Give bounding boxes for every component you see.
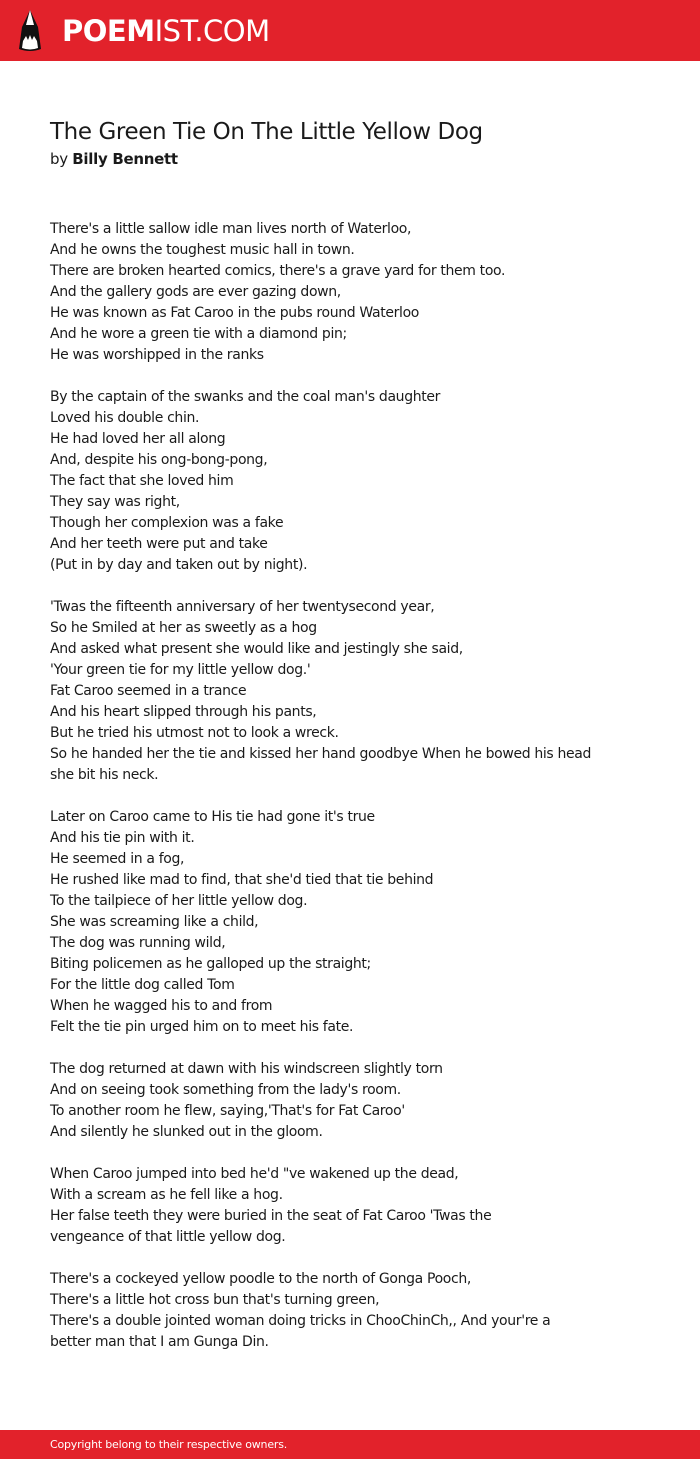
poem-line: Felt the tie pin urged him on to meet his fate. xyxy=(50,1019,354,1035)
poem-line: He seemed in a fog, xyxy=(50,851,185,867)
poem-line: He rushed like mad to find, that she'd tied that tie behind xyxy=(50,872,434,888)
poem-line: They say was right, xyxy=(50,494,180,510)
stanza xyxy=(50,1269,660,1353)
byline xyxy=(50,149,178,169)
poem-line: When he wagged his to and from xyxy=(50,998,273,1014)
poem-line: And asked what present she would like and jestingly she said, xyxy=(50,641,463,657)
stanza xyxy=(50,387,660,576)
by-label: by xyxy=(50,150,68,168)
stanza xyxy=(50,219,660,366)
poem-line: There's a little hot cross bun that's turning green, xyxy=(50,1292,380,1308)
site-logo[interactable] xyxy=(62,13,270,49)
poem-line: She was screaming like a child, xyxy=(50,914,259,930)
logo-brand-bold: POEM xyxy=(62,14,155,48)
site-header xyxy=(0,0,700,61)
poem-line: To the tailpiece of her little yellow dog. xyxy=(50,893,308,909)
poem-line: And his heart slipped through his pants, xyxy=(50,704,317,720)
poem-line: The dog was running wild, xyxy=(50,935,226,951)
poem-line: better man that I am Gunga Din. xyxy=(50,1334,269,1350)
poem-line: 'Twas the fifteenth anniversary of her twentysecond year, xyxy=(50,599,435,615)
poem-line: He had loved her all along xyxy=(50,431,226,447)
poem-line: And on seeing took something from the lady's room. xyxy=(50,1082,401,1098)
stanza xyxy=(50,1164,660,1248)
poem-line: And the gallery gods are ever gazing down, xyxy=(50,284,341,300)
poem-title: The Green Tie On The Little Yellow Dog xyxy=(50,119,483,145)
poem-line: He was known as Fat Caroo in the pubs round Waterloo xyxy=(50,305,420,321)
poem-line: And he owns the toughest music hall in town. xyxy=(50,242,355,258)
poem-line: There's a little sallow idle man lives north of Waterloo, xyxy=(50,221,412,237)
copyright-notice: Copyright belong to their respective owners. xyxy=(50,1438,288,1451)
poem-line: And his tie pin with it. xyxy=(50,830,195,846)
poem-line: By the captain of the swanks and the coal man's daughter xyxy=(50,389,441,405)
poem-line: With a scream as he fell like a hog. xyxy=(50,1187,283,1203)
poem-line: The fact that she loved him xyxy=(50,473,234,489)
poem-line: To another room he flew, saying,'That's for Fat Caroo' xyxy=(50,1103,405,1119)
poem-line: she bit his neck. xyxy=(50,767,159,783)
poem-line: He was worshipped in the ranks xyxy=(50,347,264,363)
poem-line: Fat Caroo seemed in a trance xyxy=(50,683,247,699)
logo-brand-light: IST.COM xyxy=(154,14,270,48)
poem-line: Though her complexion was a fake xyxy=(50,515,284,531)
poem-line: 'Your green tie for my little yellow dog.' xyxy=(50,662,311,678)
poem-line: There are broken hearted comics, there's a grave yard for them too. xyxy=(50,263,506,279)
stanza xyxy=(50,807,660,1038)
author-name: Billy Bennett xyxy=(72,150,178,168)
poem-line: vengeance of that little yellow dog. xyxy=(50,1229,286,1245)
poem-line: For the little dog called Tom xyxy=(50,977,235,993)
poem-line: (Put in by day and taken out by night). xyxy=(50,557,308,573)
poem-line: Her false teeth they were buried in the seat of Fat Caroo 'Twas the xyxy=(50,1208,492,1224)
poem-line: There's a cockeyed yellow poodle to the north of Gonga Pooch, xyxy=(50,1271,471,1287)
poem-line: So he Smiled at her as sweetly as a hog xyxy=(50,620,317,636)
poem-line: There's a double jointed woman doing tricks in ChooChinCh,, And your're a xyxy=(50,1313,551,1329)
poem-line: When Caroo jumped into bed he'd "ve wakened up the dead, xyxy=(50,1166,459,1182)
poem-line: And he wore a green tie with a diamond pin; xyxy=(50,326,347,342)
site-footer xyxy=(0,1430,700,1459)
poem-line: Later on Caroo came to His tie had gone it's true xyxy=(50,809,375,825)
poem-line: Loved his double chin. xyxy=(50,410,200,426)
poem-line: And, despite his ong-bong-pong, xyxy=(50,452,268,468)
poem-body xyxy=(50,219,660,1374)
poem-line: So he handed her the tie and kissed her hand goodbye When he bowed his head xyxy=(50,746,592,762)
poem-line: But he tried his utmost not to look a wreck. xyxy=(50,725,339,741)
stanza xyxy=(50,597,660,786)
pen-nib-icon[interactable] xyxy=(17,9,43,53)
poem-line: And silently he slunked out in the gloom. xyxy=(50,1124,323,1140)
poem-line: The dog returned at dawn with his windscreen slightly torn xyxy=(50,1061,443,1077)
stanza xyxy=(50,1059,660,1143)
poem-line: Biting policemen as he galloped up the straight; xyxy=(50,956,371,972)
poem-line: And her teeth were put and take xyxy=(50,536,268,552)
